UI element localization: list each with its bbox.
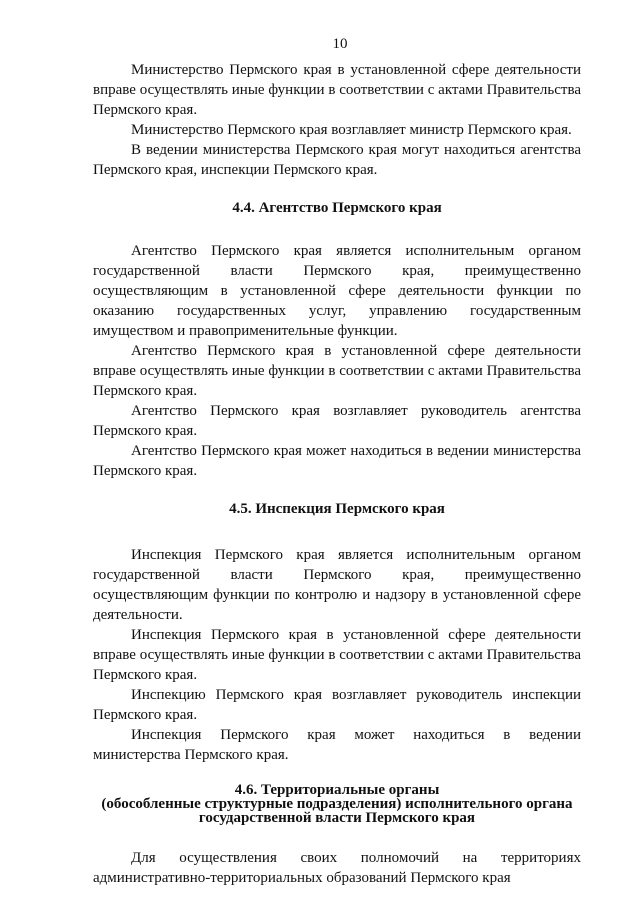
section-heading-4-4: 4.4. Агентство Пермского края <box>232 200 442 216</box>
paragraph-agency-functions: Агентство Пермского края в установленной сфере деятельности вправе осуществлять иные функции в соответствии с актами Правительства Пермского края. <box>93 343 581 399</box>
document-body <box>93 60 581 888</box>
page-number: 10 <box>332 36 348 52</box>
paragraph-agency-subordination: Агентство Пермского края может находиться в ведении министерства Пермского края. <box>93 443 581 479</box>
paragraph-ministry-functions: Министерство Пермского края в установленной сфере деятельности вправе осуществлять иные функции в соответствии с актами Правительства Пермского края. <box>93 62 581 118</box>
paragraph-agency-definition: Агентство Пермского края является исполнительным органом государственной власти Пермского края, преимущественно осуществляющим в установленной сфере деятельности функции по оказанию государственных услуг, управлению государственным имуществом и правоприменительные функции. <box>93 243 581 339</box>
paragraph-territorial-bodies: Для осуществления своих полномочий на территориях административно-территориальных образований Пермского края <box>93 850 581 886</box>
paragraph-ministry-head: Министерство Пермского края возглавляет министр Пермского края. <box>131 122 572 138</box>
section-heading-4-6 <box>93 783 581 825</box>
section-heading-4-5: 4.5. Инспекция Пермского края <box>229 501 445 517</box>
paragraph-inspection-subordination: Инспекция Пермского края может находиться в ведении министерства Пермского края. <box>93 727 581 763</box>
paragraph-inspection-definition: Инспекция Пермского края является исполнительным органом государственной власти Пермского края, преимущественно осуществляющим функции по контролю и надзору в установленной сфере деятельности. <box>93 547 581 623</box>
paragraph-ministry-subordinates: В ведении министерства Пермского края могут находиться агентства Пермского края, инспекции Пермского края. <box>93 142 581 178</box>
paragraph-inspection-head: Инспекцию Пермского края возглавляет руководитель инспекции Пермского края. <box>93 687 581 723</box>
paragraph-inspection-functions: Инспекция Пермского края в установленной сфере деятельности вправе осуществлять иные функции в соответствии с актами Правительства Пермского края. <box>93 627 581 683</box>
section-heading-4-6-line-2: (обособленные структурные подразделения) исполнительного органа <box>101 796 573 812</box>
section-heading-4-6-line-1: 4.6. Территориальные органы <box>234 782 440 798</box>
paragraph-agency-head: Агентство Пермского края возглавляет руководитель агентства Пермского края. <box>93 403 581 439</box>
section-heading-4-6-line-3: государственной власти Пермского края <box>198 810 476 826</box>
